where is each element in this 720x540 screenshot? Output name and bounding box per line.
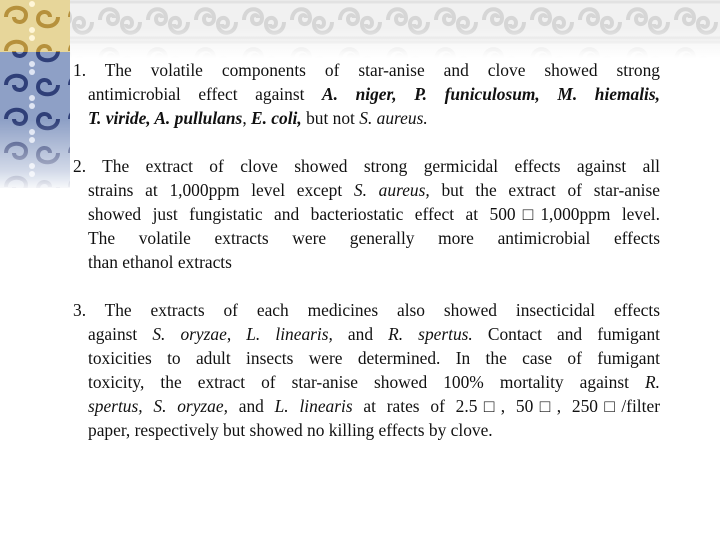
finding-line (73, 178, 660, 202)
species-name: S. aureus, (353, 180, 430, 200)
slide-content (73, 58, 660, 466)
species-name: L. linearis, (246, 324, 333, 344)
finding-line (73, 322, 660, 346)
finding-line (73, 346, 660, 370)
species-name: R. (645, 372, 660, 392)
text-segment: strains at 1,000ppm level except (88, 180, 354, 200)
species-name: spertus, S. oryzae, (88, 396, 228, 416)
species-name: A. niger, P. funiculosum, M. hiemalis, (322, 84, 660, 104)
finding-line (73, 418, 660, 442)
text-segment: but the extract of star-anise (429, 180, 660, 200)
text-segment: 3. The extracts of each medicines also showed insecticidal effects (73, 300, 660, 320)
finding-line (73, 394, 660, 418)
text-segment: The volatile extracts were generally more antimicrobial effects (88, 228, 660, 248)
species-name: R. spertus. (388, 324, 473, 344)
finding-line (73, 58, 660, 82)
text-segment: showed just fungistatic and bacteriostatic effect at 500□1,000ppm level. (88, 204, 660, 224)
finding-line (73, 106, 660, 130)
text-segment: toxicity, the extract of star-anise showed 100% mortality against (88, 372, 646, 392)
finding-item-3 (73, 298, 660, 442)
text-segment: toxicities to adult insects were determined. In the case of fumigant (88, 348, 660, 368)
text-segment: , (242, 108, 252, 128)
text-segment: paper, respectively but showed no killing effects by clove. (88, 420, 493, 440)
finding-line (73, 298, 660, 322)
text-segment: , (226, 324, 247, 344)
species-name: S. oryzae (152, 324, 227, 344)
species-name: E. coli, (251, 108, 302, 128)
species-name: L. linearis (274, 396, 353, 416)
finding-line (73, 82, 660, 106)
text-segment: against (88, 324, 153, 344)
text-segment: 1. The volatile components of star-anise and clove showed strong (73, 60, 660, 80)
finding-line (73, 154, 660, 178)
finding-item-2 (73, 154, 660, 274)
finding-line (73, 250, 660, 274)
text-segment: 2. The extract of clove showed strong germicidal effects against all (73, 156, 660, 176)
species-name: S. aureus. (359, 108, 428, 128)
species-name: T. viride, A. pullulans (88, 108, 243, 128)
text-segment: but not (301, 108, 360, 128)
finding-line (73, 370, 660, 394)
text-segment: than ethanol extracts (88, 252, 232, 272)
finding-line (73, 226, 660, 250)
text-segment: Contact and fumigant (472, 324, 660, 344)
text-segment: and (332, 324, 389, 344)
finding-line (73, 202, 660, 226)
text-segment: at rates of 2.5□, 50□, 250□/filter (352, 396, 660, 416)
text-segment: and (227, 396, 275, 416)
text-segment: antimicrobial effect against (88, 84, 323, 104)
finding-item-1 (73, 58, 660, 130)
